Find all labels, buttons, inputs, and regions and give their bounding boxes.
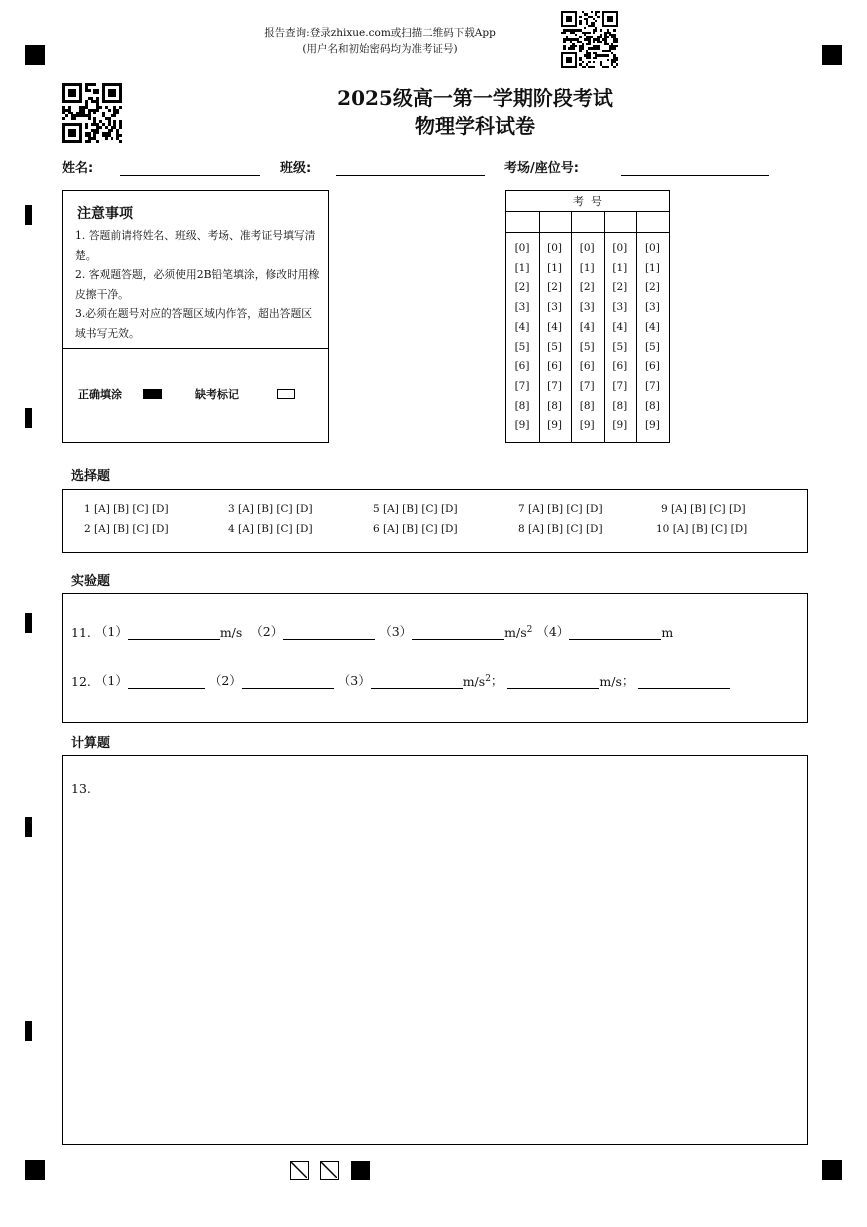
qr-code-icon — [561, 11, 618, 68]
part-label: （1） — [94, 673, 128, 688]
digit-bubble[interactable]: [5] — [514, 340, 530, 353]
digit-bubble[interactable]: [0] — [514, 242, 530, 254]
digit-bubble[interactable]: [2] — [514, 281, 530, 294]
unit-exponent: 2 — [526, 624, 533, 635]
digit-bubble[interactable]: [4] — [612, 320, 628, 333]
digit-bubble[interactable]: [3] — [547, 301, 563, 314]
registration-mark-bottom-right — [822, 1160, 842, 1180]
calc-section-title: 计算题 — [71, 736, 111, 751]
digit-bubble[interactable]: [3] — [644, 301, 660, 314]
digit-bubble[interactable]: [9] — [579, 419, 595, 432]
timing-mark — [25, 205, 32, 225]
digit-bubble[interactable]: [7] — [547, 379, 563, 392]
digit-bubble[interactable]: [7] — [514, 379, 530, 392]
login-hint-text: (用户名和初始密码均为准考证号) — [302, 43, 458, 55]
digit-bubble[interactable]: [1] — [514, 261, 530, 274]
page-marker-crossed-icon — [320, 1161, 339, 1180]
correct-fill-label: 正确填涂 — [78, 388, 122, 401]
digit-bubble[interactable]: [9] — [612, 419, 628, 432]
digit-bubble[interactable]: [8] — [514, 399, 530, 412]
notice-text: 1. 答题前请将姓名、班级、考场、准考证号填写清楚。 2. 客观题答题，必须使用2B铅笔填涂，修改时用橡皮擦干净。 3.必须在题号对应的答题区域内作答，超出答题区域书写无效。 — [75, 229, 320, 340]
name-label: 姓名: — [62, 161, 94, 176]
digit-bubble[interactable]: [3] — [612, 301, 628, 314]
exam-title: 2025级高一第一学期阶段考试 — [337, 86, 613, 110]
page-marker-filled-icon — [351, 1161, 370, 1180]
exam-id-grid — [505, 190, 670, 443]
absent-mark-label: 缺考标记 — [195, 388, 239, 401]
timing-mark — [25, 817, 32, 837]
digit-bubble[interactable]: [9] — [514, 419, 530, 432]
digit-bubble[interactable]: [8] — [547, 399, 563, 412]
choice-item[interactable]: 2 [A] [B] [C] [D] — [84, 523, 169, 535]
digit-bubble[interactable]: [2] — [579, 281, 595, 294]
digit-bubble[interactable]: [5] — [612, 340, 628, 353]
digit-bubble[interactable]: [7] — [644, 379, 660, 392]
experiment-section-title: 实验题 — [71, 574, 111, 589]
answer-blank[interactable] — [569, 625, 661, 640]
question-number: 12. — [71, 674, 91, 689]
digit-bubble[interactable]: [6] — [547, 360, 563, 373]
digit-bubble[interactable]: [1] — [644, 261, 660, 274]
choice-box — [62, 489, 808, 553]
notice-title: 注意事项 — [77, 206, 133, 222]
digit-bubble[interactable]: [7] — [612, 379, 628, 392]
choice-item[interactable]: 9 [A] [B] [C] [D] — [661, 503, 746, 515]
seat-label: 考场/座位号: — [504, 161, 579, 176]
answer-blank[interactable] — [371, 674, 463, 689]
filled-box-icon — [143, 389, 162, 399]
report-query-text: 报告查询:登录zhixue.com或扫描二维码下载App — [264, 27, 496, 39]
choice-item[interactable]: 10 [A] [B] [C] [D] — [656, 523, 748, 535]
answer-blank[interactable] — [412, 625, 504, 640]
digit-bubble[interactable]: [4] — [579, 320, 595, 333]
part-label: （3） — [379, 624, 413, 639]
choice-item[interactable]: 8 [A] [B] [C] [D] — [518, 523, 603, 535]
part-label: （2） — [208, 673, 242, 688]
digit-bubble[interactable]: [8] — [579, 399, 595, 412]
digit-bubble[interactable]: [2] — [547, 281, 563, 294]
separator: ； — [621, 673, 635, 688]
choice-item[interactable]: 4 [A] [B] [C] [D] — [228, 523, 313, 535]
class-label: 班级: — [280, 161, 312, 176]
unit-label: m/s — [219, 625, 243, 640]
digit-bubble[interactable]: [9] — [547, 419, 563, 432]
digit-bubble[interactable]: [4] — [547, 320, 563, 333]
digit-bubble[interactable]: [0] — [612, 242, 628, 254]
digit-bubble[interactable]: [4] — [514, 320, 530, 333]
unit-exponent: 2 — [485, 673, 491, 684]
unit-label: m/s — [599, 674, 622, 689]
digit-bubble[interactable]: [6] — [514, 360, 530, 373]
registration-mark-bottom-left — [25, 1160, 45, 1180]
qr-code-icon — [62, 83, 122, 143]
choice-item[interactable]: 1 [A] [B] [C] [D] — [84, 503, 169, 515]
part-label: （3） — [337, 673, 371, 688]
timing-mark — [25, 1021, 32, 1041]
digit-bubble[interactable]: [8] — [644, 399, 660, 412]
timing-mark — [25, 613, 32, 633]
part-label: （1） — [94, 624, 128, 639]
choice-item[interactable]: 3 [A] [B] [C] [D] — [228, 503, 313, 515]
digit-bubble[interactable]: [2] — [644, 281, 660, 294]
choice-item[interactable]: 6 [A] [B] [C] [D] — [373, 523, 458, 535]
digit-bubble[interactable]: [6] — [644, 360, 660, 373]
name-field[interactable] — [120, 175, 260, 176]
separator: ； — [490, 673, 504, 688]
answer-blank[interactable] — [507, 674, 599, 689]
divider — [63, 348, 328, 349]
digit-bubble[interactable]: [0] — [579, 242, 595, 254]
digit-bubble[interactable]: [6] — [579, 360, 595, 373]
question-number: 11. — [71, 625, 91, 640]
digit-bubble[interactable]: [3] — [579, 301, 595, 314]
digit-bubble[interactable]: [1] — [579, 261, 595, 274]
calc-answer-box[interactable] — [62, 755, 808, 1145]
digit-bubble[interactable]: [0] — [644, 242, 660, 254]
unit-label: m — [661, 625, 674, 640]
notice-box — [62, 190, 329, 443]
choice-section-title: 选择题 — [71, 469, 111, 484]
choice-item[interactable]: 5 [A] [B] [C] [D] — [373, 503, 458, 515]
digit-bubble[interactable]: [1] — [612, 261, 628, 274]
class-field[interactable] — [336, 175, 485, 176]
digit-bubble[interactable]: [2] — [612, 281, 628, 294]
page-marker-crossed-icon — [290, 1161, 309, 1180]
divider — [506, 211, 669, 212]
digit-bubble[interactable]: [5] — [579, 340, 595, 353]
choice-item[interactable]: 7 [A] [B] [C] [D] — [518, 503, 603, 515]
question-12 — [71, 671, 730, 689]
answer-blank[interactable] — [242, 674, 334, 689]
exam-id-title: 考 号 — [573, 195, 602, 208]
digit-bubble[interactable]: [5] — [644, 340, 660, 353]
part-label: （2） — [250, 624, 284, 639]
digit-bubble[interactable]: [1] — [547, 261, 563, 274]
answer-blank[interactable] — [128, 674, 205, 689]
exam-subtitle: 物理学科试卷 — [415, 114, 535, 138]
answer-blank[interactable] — [283, 625, 375, 640]
unit-label: m/s — [462, 674, 486, 689]
digit-bubble[interactable]: [8] — [612, 399, 628, 412]
answer-blank[interactable] — [638, 674, 730, 689]
digit-bubble[interactable]: [9] — [644, 419, 660, 432]
digit-bubble[interactable]: [6] — [612, 360, 628, 373]
divider — [506, 232, 669, 233]
answer-blank[interactable] — [128, 625, 220, 640]
digit-bubble[interactable]: [3] — [514, 301, 530, 314]
digit-bubble[interactable]: [0] — [547, 242, 563, 254]
registration-mark-top-right — [822, 45, 842, 65]
digit-bubble[interactable]: [4] — [644, 320, 660, 333]
question-11 — [71, 622, 673, 640]
seat-field[interactable] — [621, 175, 769, 176]
experiment-box — [62, 593, 808, 723]
timing-mark — [25, 408, 32, 428]
part-label: （4） — [536, 624, 570, 639]
empty-box-icon[interactable] — [277, 389, 295, 399]
question-13: 13. — [71, 781, 91, 796]
digit-bubble[interactable]: [5] — [547, 340, 563, 353]
unit-label: m/s — [504, 625, 527, 640]
digit-bubble[interactable]: [7] — [579, 379, 595, 392]
